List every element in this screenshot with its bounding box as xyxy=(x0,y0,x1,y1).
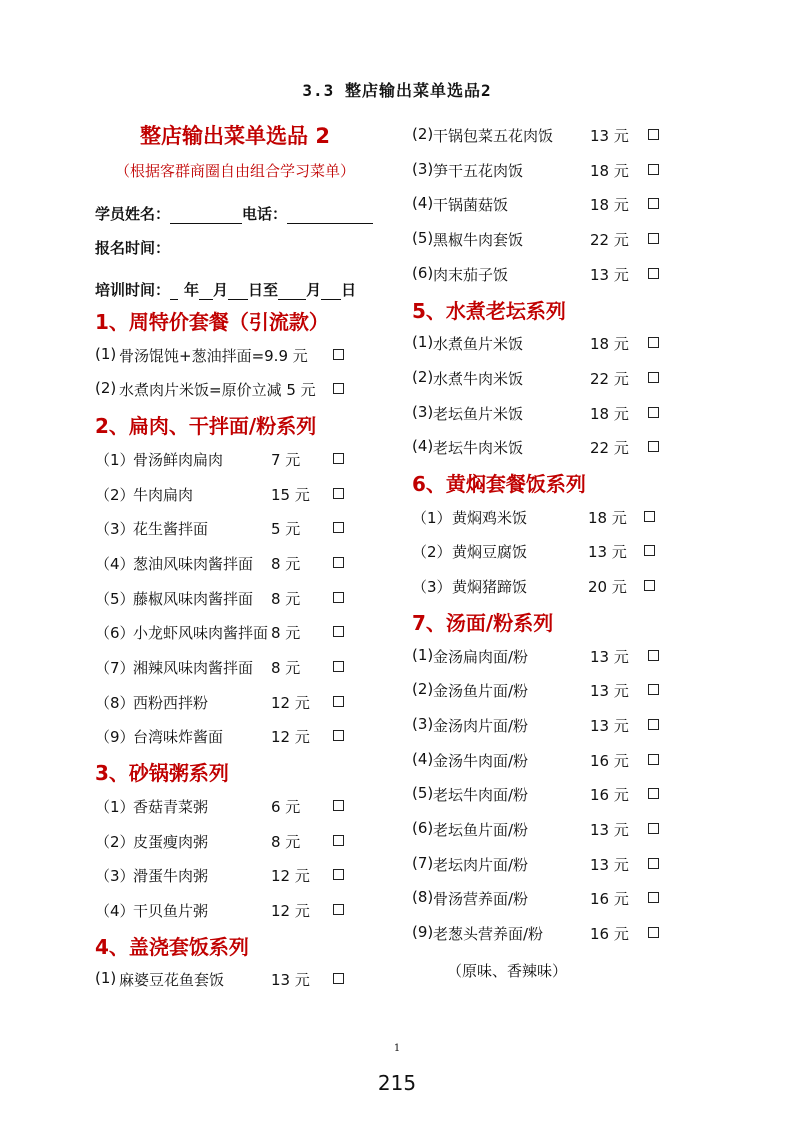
section-heading: 1、周特价套餐（引流款） xyxy=(95,310,329,334)
menu-item-name: 水煮肉片米饭=原价立减 5 元 xyxy=(119,381,316,400)
menu-item-price: 13 元 xyxy=(590,821,629,839)
menu-item-checkbox[interactable] xyxy=(333,835,344,846)
menu-item xyxy=(95,900,365,920)
menu-item-price: 7 元 xyxy=(271,450,301,469)
menu-item-price: 20 元 xyxy=(588,578,627,597)
menu-item-name: 西粉西拌粉 xyxy=(133,693,209,712)
menu-item-name: 黄焖鸡米饭 xyxy=(452,508,528,527)
menu-item-name: 金汤鱼片面/粉 xyxy=(433,682,529,701)
menu-item xyxy=(412,229,682,249)
menu-item-price: 18 元 xyxy=(590,335,629,354)
menu-item xyxy=(95,484,365,504)
menu-item-name: 老坛鱼片面/粉 xyxy=(433,821,529,839)
menu-item-checkbox[interactable] xyxy=(333,904,344,915)
menu-item xyxy=(95,657,365,677)
menu-item xyxy=(412,854,682,874)
menu-item-number: （3） xyxy=(95,867,135,886)
menu-item-name: 老葱头营养面/粉 xyxy=(433,925,544,944)
menu-item-name: 干锅包菜五花肉饭 xyxy=(433,127,554,145)
day-to-label: 日至 xyxy=(248,281,279,299)
menu-item xyxy=(95,969,365,989)
section-heading: 5、水煮老坛系列 xyxy=(412,298,566,323)
menu-item-checkbox[interactable] xyxy=(333,557,344,568)
menu-item-number: （2） xyxy=(412,543,452,562)
section-heading: 7、汤面/粉系列 xyxy=(412,610,554,635)
menu-item xyxy=(412,784,682,804)
menu-item-price: 13 元 xyxy=(588,543,627,562)
menu-item-price: 13 元 xyxy=(271,971,310,990)
menu-item-price: 12 元 xyxy=(271,728,310,747)
menu-item-checkbox[interactable] xyxy=(648,407,659,418)
menu-item xyxy=(412,888,682,908)
menu-item-checkbox[interactable] xyxy=(333,973,344,984)
menu-item xyxy=(95,622,365,642)
menu-item-number: (3) xyxy=(412,714,434,733)
menu-item-number: (2) xyxy=(412,367,434,386)
menu-item-checkbox[interactable] xyxy=(333,696,344,707)
menu-item-number: （1） xyxy=(412,508,452,527)
menu-item xyxy=(95,588,365,608)
menu-item-checkbox[interactable] xyxy=(333,522,344,533)
menu-item xyxy=(412,125,682,145)
menu-item xyxy=(412,368,682,388)
menu-item xyxy=(95,379,365,399)
menu-item-name: 皮蛋瘦肉粥 xyxy=(133,832,209,851)
menu-item-number: (1) xyxy=(412,333,434,352)
menu-item-price: 13 元 xyxy=(590,265,629,284)
menu-item-checkbox[interactable] xyxy=(333,349,344,360)
menu-item-name: 骨汤营养面/粉 xyxy=(433,890,529,909)
phone-field[interactable] xyxy=(287,207,373,224)
menu-item-checkbox[interactable] xyxy=(644,511,655,522)
menu-item-price: 13 元 xyxy=(590,127,629,145)
menu-item-checkbox[interactable] xyxy=(333,626,344,637)
menu-item-number: (6) xyxy=(412,819,434,837)
menu-subtitle: （根据客群商圈自由组合学习菜单） xyxy=(114,162,355,180)
menu-item-checkbox[interactable] xyxy=(648,650,659,661)
menu-item xyxy=(412,923,682,943)
menu-item-name: 笋干五花肉饭 xyxy=(433,161,524,180)
menu-item-price: 13 元 xyxy=(590,716,629,735)
menu-item-name: 麻婆豆花鱼套饭 xyxy=(119,971,225,990)
menu-item xyxy=(95,726,365,746)
student-name-label: 学员姓名： xyxy=(95,205,171,223)
training-end-day-field[interactable] xyxy=(321,283,341,300)
menu-item-name: 滑蛋牛肉粥 xyxy=(133,867,209,886)
menu-item-price: 13 元 xyxy=(590,647,629,666)
menu-item-name: 金汤扁肉面/粉 xyxy=(433,647,529,666)
menu-item xyxy=(95,345,365,365)
menu-item-checkbox[interactable] xyxy=(333,800,344,811)
menu-item-number: (2) xyxy=(412,680,434,699)
menu-item xyxy=(412,576,682,596)
section-heading: 3、砂锅粥系列 xyxy=(95,761,229,786)
menu-item xyxy=(95,692,365,712)
menu-item xyxy=(95,865,365,885)
menu-item-number: (4) xyxy=(412,437,434,456)
menu-item-checkbox[interactable] xyxy=(648,823,659,834)
menu-item xyxy=(412,160,682,180)
menu-item-number: （7） xyxy=(95,659,135,677)
menu-item-price: 22 元 xyxy=(590,369,629,388)
signup-time-label: 报名时间： xyxy=(95,239,171,257)
menu-item xyxy=(95,518,365,538)
menu-item xyxy=(412,194,682,214)
menu-item-number: （1） xyxy=(95,797,135,816)
menu-item-price: 16 元 xyxy=(590,925,629,944)
menu-item-price: 22 元 xyxy=(590,439,629,458)
signup-time-line xyxy=(95,237,170,258)
training-end-month-field[interactable] xyxy=(278,283,306,300)
menu-item-price: 16 元 xyxy=(590,786,629,805)
menu-item-name: 骨汤鲜肉扁肉 xyxy=(133,450,224,469)
menu-item-price: 8 元 xyxy=(271,659,301,677)
menu-item-checkbox[interactable] xyxy=(648,233,659,244)
menu-item-checkbox[interactable] xyxy=(648,337,659,348)
menu-item-checkbox[interactable] xyxy=(333,453,344,464)
menu-item-name: 花生酱拌面 xyxy=(133,520,209,539)
menu-item-checkbox[interactable] xyxy=(648,198,659,209)
menu-item-number: (2) xyxy=(412,125,434,143)
month-label-2: 月 xyxy=(306,281,322,299)
section-heading: 4、盖浇套饭系列 xyxy=(95,934,249,959)
menu-item-name: 老坛牛肉米饭 xyxy=(433,439,524,458)
day-label: 日 xyxy=(341,281,357,299)
menu-item-number: （3） xyxy=(412,578,452,597)
menu-item-name: 台湾味炸酱面 xyxy=(133,728,224,747)
menu-item-checkbox[interactable] xyxy=(648,927,659,938)
menu-item-name: 小龙虾风味肉酱拌面 xyxy=(133,624,269,643)
menu-item-name: 水煮鱼片米饭 xyxy=(433,335,524,354)
menu-item-number: （2） xyxy=(95,832,135,851)
menu-item-number: （6） xyxy=(95,624,135,643)
menu-item-price: 18 元 xyxy=(590,161,629,180)
menu-item-number: (4) xyxy=(412,194,434,213)
student-name-field[interactable] xyxy=(170,207,242,224)
menu-item-price: 6 元 xyxy=(271,797,301,816)
menu-item xyxy=(412,541,682,561)
section-heading: 6、黄焖套餐饭系列 xyxy=(412,472,586,496)
menu-item-number: (8) xyxy=(412,888,434,907)
menu-item xyxy=(412,403,682,423)
menu-item-name: 老坛鱼片米饭 xyxy=(433,404,524,423)
menu-item-number: （8） xyxy=(95,693,135,712)
menu-item-checkbox[interactable] xyxy=(333,592,344,603)
footer-small-page-number: 1 xyxy=(393,1043,401,1054)
menu-item-number: (7) xyxy=(412,853,434,872)
menu-item-number: (1) xyxy=(95,969,117,988)
menu-item-name: 老坛牛肉面/粉 xyxy=(433,786,529,805)
menu-item xyxy=(412,819,682,839)
menu-item xyxy=(412,264,682,284)
menu-item-price: 12 元 xyxy=(271,693,310,712)
student-info-line xyxy=(95,203,373,224)
year-label: 年 xyxy=(184,281,200,299)
menu-item-price: 8 元 xyxy=(271,624,301,643)
menu-title: 整店输出菜单选品 2 xyxy=(140,124,330,148)
document-title: 3.3 整店输出菜单选品2 xyxy=(302,81,492,100)
training-start-day-field[interactable] xyxy=(228,283,248,300)
menu-item-name: 金汤牛肉面/粉 xyxy=(433,751,529,770)
section-heading: 2、扁肉、干拌面/粉系列 xyxy=(95,414,317,439)
menu-item-price: 8 元 xyxy=(271,589,301,608)
menu-item-checkbox[interactable] xyxy=(333,730,344,741)
menu-item-price: 8 元 xyxy=(271,832,301,851)
menu-item-checkbox[interactable] xyxy=(648,858,659,869)
training-start-year-field[interactable] xyxy=(170,283,178,300)
menu-item-name: 黄焖猪蹄饭 xyxy=(452,578,528,597)
menu-item-number: (9) xyxy=(412,923,434,942)
menu-item xyxy=(95,449,365,469)
menu-item-name: 水煮牛肉米饭 xyxy=(433,369,524,388)
menu-item-number: （2） xyxy=(95,485,135,504)
menu-item-price: 18 元 xyxy=(590,404,629,423)
menu-item-price: 16 元 xyxy=(590,751,629,770)
menu-item-checkbox[interactable] xyxy=(648,129,659,140)
menu-item-checkbox[interactable] xyxy=(333,661,344,672)
menu-item-name: 肉末茄子饭 xyxy=(433,265,509,284)
menu-item xyxy=(412,437,682,457)
menu-item-checkbox[interactable] xyxy=(333,869,344,880)
menu-item xyxy=(412,680,682,700)
menu-item-number: (4) xyxy=(412,749,434,768)
menu-item-checkbox[interactable] xyxy=(648,754,659,765)
menu-item-name: 黄焖豆腐饭 xyxy=(452,543,528,562)
menu-item-price: 18 元 xyxy=(588,508,627,527)
menu-item xyxy=(95,831,365,851)
menu-item-name: 藤椒风味肉酱拌面 xyxy=(133,589,254,608)
menu-item-name: 葱油风味肉酱拌面 xyxy=(133,554,254,573)
flavor-note: （原味、香辣味） xyxy=(447,962,568,980)
menu-item xyxy=(412,750,682,770)
training-start-month-field[interactable] xyxy=(199,283,213,300)
menu-item-price: 13 元 xyxy=(590,855,629,874)
menu-item-price: 8 元 xyxy=(271,554,301,573)
menu-item-checkbox[interactable] xyxy=(648,892,659,903)
menu-item xyxy=(412,646,682,666)
menu-item-number: (1) xyxy=(95,344,117,363)
menu-item-number: (5) xyxy=(412,784,434,803)
page-number: 215 xyxy=(377,1071,417,1095)
menu-item-number: (2) xyxy=(95,379,117,398)
menu-item-name: 骨汤馄饨+葱油拌面=9.9 元 xyxy=(119,346,308,365)
menu-item-name: 香菇青菜粥 xyxy=(133,797,209,816)
menu-item-checkbox[interactable] xyxy=(648,164,659,175)
training-time-line xyxy=(95,279,356,300)
menu-item xyxy=(95,553,365,573)
menu-item-checkbox[interactable] xyxy=(648,719,659,730)
menu-item-name: 干贝鱼片粥 xyxy=(133,901,209,920)
menu-item-number: (1) xyxy=(412,645,434,664)
menu-item-price: 16 元 xyxy=(590,890,629,909)
menu-item xyxy=(412,333,682,353)
menu-item-checkbox[interactable] xyxy=(644,580,655,591)
menu-item-number: （1） xyxy=(95,450,135,469)
menu-item-number: (3) xyxy=(412,159,434,178)
menu-item-name: 牛肉扁肉 xyxy=(133,485,194,504)
menu-item-price: 12 元 xyxy=(271,901,310,920)
menu-item-checkbox[interactable] xyxy=(333,488,344,499)
menu-item-number: (3) xyxy=(412,402,434,421)
phone-label: 电话： xyxy=(242,205,288,223)
menu-item-number: （3） xyxy=(95,520,135,539)
menu-item-checkbox[interactable] xyxy=(648,372,659,383)
menu-item-checkbox[interactable] xyxy=(648,268,659,279)
menu-item-price: 5 元 xyxy=(271,520,301,539)
menu-item-number: (6) xyxy=(412,263,434,282)
menu-item-number: (5) xyxy=(412,229,434,248)
menu-item-name: 金汤肉片面/粉 xyxy=(433,716,529,735)
menu-item-name: 湘辣风味肉酱拌面 xyxy=(133,659,254,677)
menu-item-number: （4） xyxy=(95,901,135,920)
menu-item xyxy=(412,507,682,527)
menu-item-price: 13 元 xyxy=(590,682,629,701)
menu-item-name: 黑椒牛肉套饭 xyxy=(433,231,524,250)
menu-item-price: 12 元 xyxy=(271,867,310,886)
menu-item-price: 18 元 xyxy=(590,196,629,215)
menu-item xyxy=(95,796,365,816)
menu-item-price: 15 元 xyxy=(271,485,310,504)
menu-item-name: 老坛肉片面/粉 xyxy=(433,855,529,874)
menu-item-checkbox[interactable] xyxy=(648,441,659,452)
menu-item-price: 22 元 xyxy=(590,231,629,250)
menu-item-number: （4） xyxy=(95,554,135,573)
menu-item-checkbox[interactable] xyxy=(648,684,659,695)
menu-item-checkbox[interactable] xyxy=(333,383,344,394)
menu-item-checkbox[interactable] xyxy=(648,788,659,799)
menu-item-number: （9） xyxy=(95,728,135,747)
menu-item xyxy=(412,715,682,735)
menu-item-number: （5） xyxy=(95,589,135,608)
training-time-label: 培训时间： xyxy=(95,281,171,299)
menu-item-name: 干锅菌菇饭 xyxy=(433,196,509,215)
month-label: 月 xyxy=(213,281,229,299)
menu-item-checkbox[interactable] xyxy=(644,545,655,556)
